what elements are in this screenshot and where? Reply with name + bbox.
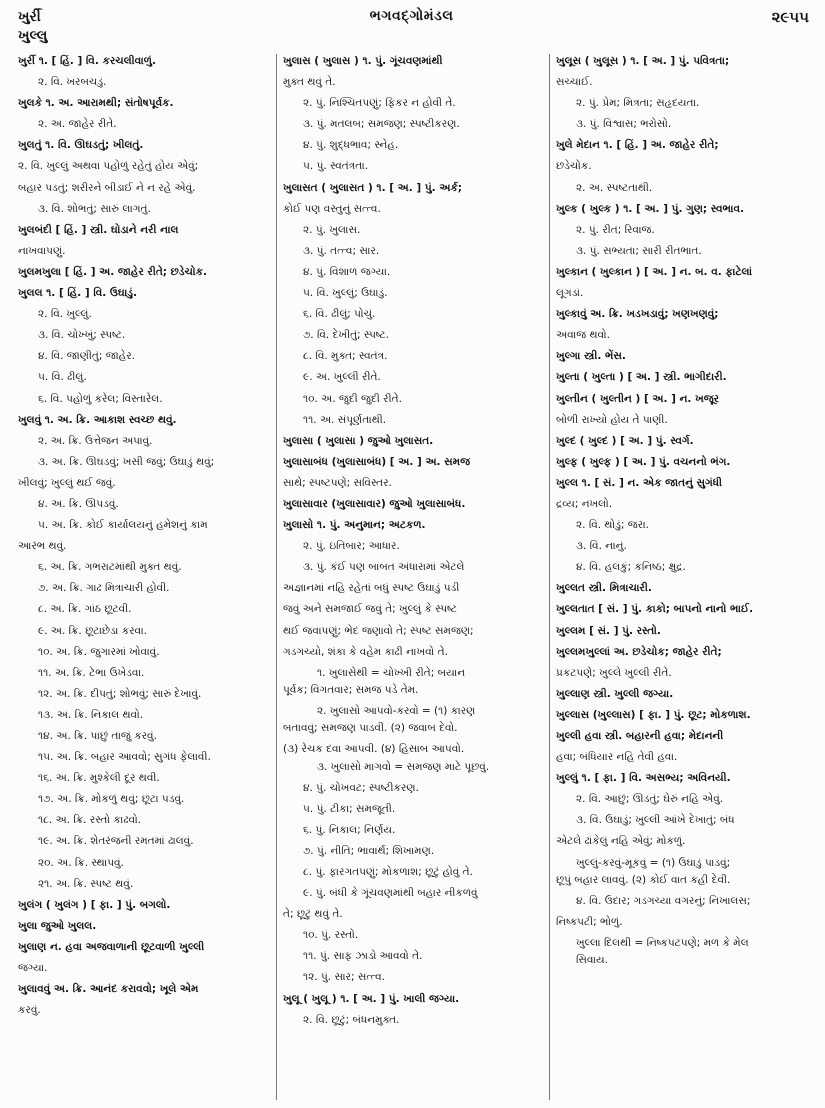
entry-definition-line: ૫. પું. ટીકા; સમજૂતી. [303,802,396,815]
entry-headword-line: ખુલ્લી હવા સ્ત્રી. બહારની હવા; મેદાનની [556,730,724,742]
entry-headword-line: ખુલમખુલા [ હિં. ] અ. જાહેર રીતે; છડેચોક. [18,265,207,278]
entry-definition-line: કરવું. [18,1004,41,1017]
entry-definition-line: બતાવવું; સમજણ પાડવી. (૨) જવાબ દેવો. [283,722,458,735]
entry-definition-line: ૧૨. અ. ક્રિ. દીપતું; શોભવું; સારું દેખાવું. [38,687,202,700]
entry-definition-line: જવું અને સમજાઈ જવું તે; ખુલ્લું કે સ્પષ્ટ [283,603,457,616]
guide-word-first: ખુર્રી [18,9,41,25]
entry-definition-line: લૂગડાં. [556,287,584,300]
entry-definition-line: તે; છૂટું થવું તે. [283,908,343,921]
entry-definition-line: થઈ જવાપણું; ભેદ જણાવો તે; સ્પષ્ટ સમજણ; [283,624,474,637]
entry-headword-line: ખુલાસા ( ખુલાસા ) જુઓ ખુલાસત. [283,434,434,447]
entry-definition-line: ૨૦. અ. ક્રિ. સ્થાપવું. [38,856,124,869]
entry-definition-line: બોળી રાખ્યો હોય તે પાણી. [556,413,668,426]
entry-definition-line: ગડગચ્યો, શંકા કે વહેમ કાઢી નાખવો તે. [283,645,448,658]
entry-headword-line: ખુલ્ક ( ખુલ્ક ) ૧. [ અ. ] પું. ગુણ; સ્વભાવ. [556,202,745,215]
entry-definition-line: ૨. વિ. છૂટું; બંધનમુક્ત. [303,1013,400,1026]
entry-definition-line: ૩. પું. મતલબ; સમજણ; સ્પષ્ટીકરણ. [303,118,460,131]
entry-definition-line: ૬. અ. ક્રિ. ગભરાટમાંથી મુક્ત થવું. [38,561,182,574]
entry-headword-line: ખુલ્કાવું અ. ક્રિ. ખડખડાવું; ખણખણવું; [556,308,719,321]
entry-headword-line: ખુલાણ ન. હવા અજવાળાની છૂટવાળી ખુલ્લી [18,940,205,953]
entry-headword-line: ખુલ્લાણ સ્ત્રી. ખુલ્લી જગ્યા. [556,687,674,700]
entry-definition-line: ૧૦. અ. ક્રિ. જુગારમાં ખોવાવું. [38,645,160,658]
column-1 [12,54,277,1100]
entry-headword-line: ખુલા જુઓ ખુલલ. [18,919,97,932]
entry-definition-line: ૨. વિ. ખુલ્લું અથવા પહોળું રહેતું હોય એવું; [18,160,199,173]
entry-definition-line: પૂર્વક; વિગતવાર; સમજ પડે તેમ. [283,683,419,696]
entry-definition-line: ૧૩. અ. ક્રિ. નિકાલ થવો. [38,708,144,721]
entry-definition-line: ૨. વિ. આછું; ઊડતું; ઘેરું નહિ એવું. [576,793,724,806]
entry-definition-line: હવા; બંધિયાર નહિ તેવી હવા. [556,751,678,764]
entry-definition-line: ૧૨. પું. સાર; સત્ત્વ. [303,971,386,984]
entry-definition-line: ખુલ્લું-કરવું-મૂકવું = (૧) ઉઘાડું પાડવું; [576,856,731,869]
entry-headword-line: ખુલાસત ( ખુલાસત ) ૧. [ અ. ] પું. અર્ક; [283,181,463,194]
column-3 [550,54,816,1100]
entry-definition-line: ૨. પું. નિશ્ચિતપણું; ફિકર ન હોવી તે. [303,97,456,110]
entry-headword-line: ખુલાસાબંધ (ખુલાસાબંધ) [ અ. ] અ. સમજ [283,455,471,468]
entry-definition-line: ૫. અ. ક્રિ. કોઈ કાર્યાલયનું હમેશનું કામ [38,519,208,532]
entry-definition-line: ૫. પું. સ્વતંત્રતા. [303,160,369,173]
entry-definition-line: ૪. પું. શુદ્ધભાવ; સ્નેહ. [303,139,399,152]
entry-definition-line: ૨. અ. ક્રિ. ઉત્તેજન અપાવું. [38,434,153,447]
entry-definition-line: ૬. પું. નિકાલ; નિર્ણય. [303,823,396,836]
entry-headword-line: ખુલ્દ ( ખુલ્દ ) [ અ. ] પું. સ્વર્ગ. [556,434,694,447]
entry-definition-line: નિષ્કપટી; ભોળું. [556,915,623,928]
entry-definition-line: ૮. વિ. મુક્ત; સ્વતંત્ર. [303,350,388,363]
entry-definition-line: ૩. વિ. શોભતું; સારું લાગતું. [38,202,151,215]
entry-definition-line: છૂપું બહાર લાવવું. (૨) કોઈ વાત કહી દેવી. [556,873,731,886]
entry-headword-line: ખુલ્લાસ (ખુલ્લાસ) [ ફા. ] પું. છૂટ; મોકળાશ. [556,708,751,721]
entry-definition-line: ૨. પું. ઇતિબાર; આધાર. [303,540,400,553]
entry-definition-line: ૧૯. અ. ક્રિ. શેતરંજની રમતમાં ઢાલવું. [38,835,194,848]
entry-definition-line: પ્રકટપણે; ખુલ્લે ખુલ્લી રીતે. [556,666,672,679]
entry-headword-line: ખુલંગ ( ખુલંગ ) [ ફા. ] પું. બગલો. [18,898,171,911]
entry-headword-line: ખુલ્લતાત [ સં. ] પું. કાકો; બાપનો નાનો ભાઈ. [556,603,754,616]
entry-definition-line: ૧૫. અ. ક્રિ. બહાર આવવો; સુગંધ ફેલાવી. [38,751,211,764]
column-2 [277,54,550,1100]
entry-headword-line: ખુલલ ૧. [ હિં. ] વિ. ઉઘાડું. [18,287,138,300]
entry-definition-line: અવાજ થવો. [556,329,611,342]
entry-definition-line: ખુલ્લા દિલથી = નિષ્કપટપણે; મળ કે મેલ [576,937,749,950]
entry-definition-line: ૩. વિ. ઉઘાડું; ખુલ્લી આંખે દેખાતું; બંધ [576,814,735,827]
entry-definition-line: દ્રવ્ય; નખલો. [556,497,613,510]
entry-definition-line: ૪. વિ. ઉદાર; ગડગચ્યા વગરનું; નિખાલસ; [576,894,751,907]
entry-headword-line: ખુલ્ફ ( ખુલ્ફ ) [ અ. ] પું. વચનનો ભંગ. [556,455,731,468]
entry-definition-line: ૬. વિ. પહોળું કરેલ; વિસ્તારેલ. [38,392,163,405]
entry-definition-line: સચ્ચાઈ. [556,76,593,89]
entry-definition-line: ૭. વિ. દેખીતું; સ્પષ્ટ. [303,329,389,342]
entry-headword-line: ખુર્રી ૧. [ હિં. ] વિ. કરચલીવાળું. [18,55,156,67]
page-number: ૨૯૫૫ [771,8,809,26]
entry-definition-line: ૨. પું. પ્રેમ; મિત્રતા; સહૃદયતા. [576,97,700,110]
entry-headword-line: ખુલ્લમખુલ્લાં અ. છડેચોક; જાહેર રીતે; [556,645,722,658]
entry-definition-line: ૭. અ. ક્રિ. ગાઢ મિત્રાચારી હોવી. [38,582,170,595]
entry-definition-line: ૩. પું. કંઈ પણ બાબત અંધારામાં એટલે [303,561,465,574]
entry-definition-line: ૧૬. અ. ક્રિ. મુશ્કેલી દૂર થવી. [38,772,160,785]
entry-definition-line: ૨. વિ. થોડું; જરા. [576,519,650,532]
entry-definition-line: નાખવાપણું. [18,244,66,257]
entry-definition-line: ૪. પું. વિશાળ જગ્યા. [303,265,391,278]
entry-definition-line: ૨. ખુલાસો આપવો-કરવો = (૧) કારણ [317,705,476,718]
entry-definition-line: ૩. પું. વિશ્વાસ; ભરોસો. [576,118,672,131]
entry-definition-line: ૩. પું. તત્ત્વ; સાર. [303,244,380,257]
entry-definition-line: ૪. વિ. જાણીતું; જાહેર. [38,350,135,363]
entry-headword-line: ખુલૂસ ( ખુલૂસ ) ૧. [ અ. ] પું. પવિત્રતા; [556,55,730,67]
entry-definition-line: મુક્ત થવું તે. [283,76,336,89]
entry-headword-line: ખુલૂ ( ખુલૂ ) ૧. [ અ. ] પું. ખાલી જગ્યા. [283,992,460,1005]
entry-definition-line: એટલે ઢાંકેલું નહિ એવું; મોકળું. [556,835,686,848]
entry-definition-line: કોઈ પણ વસ્તુનું સત્ત્વ. [283,202,381,215]
entry-definition-line: ૯. અ. ક્રિ. છૂટાછેડા કરવા. [38,624,147,637]
entry-definition-line: ૩. પું. સભ્યતા; સારી રીતભાત. [576,244,702,257]
entry-definition-line: સિવાય. [576,954,608,967]
entry-definition-line: જગ્યા. [18,962,48,975]
entry-headword-line: ખુલ્લત સ્ત્રી. મિત્રાચારી. [556,582,652,595]
entry-definition-line: ૨. પું. ખુલાસ. [303,223,361,236]
entry-definition-line: આરંભ થવું. [18,540,67,553]
entry-headword-line: ખુલબંદી [ હિં. ] સ્ત્રી. ઘોડાને નરી નાલ [18,223,179,236]
entry-headword-line: ખુલ્લ ૧. [ સં. ] ન. એક જાતનું સુગંધી [556,476,723,489]
entry-definition-line: ૯. અ. ખુલ્લી રીતે. [303,371,381,384]
entry-headword-line: ખુલતું ૧. વિ. ઊઘડતું; ખીલતું. [18,139,144,152]
entry-definition-line: ૭. પું. નીતિ; ભાવાર્થ; શિખામણ. [303,844,435,857]
entry-definition-line: ૧. ખુલાસેથી = ચોખ્ખી રીતે; બયાન [317,666,466,679]
entry-definition-line: ૧૧. અ. ક્રિ. ટેભા ઉખેડવા. [38,666,145,679]
entry-definition-line: ૧૮. અ. ક્રિ. રસ્તો કાઢવો. [38,814,142,827]
entry-definition-line: બહાર પડતું; શરીરને બીડાઈ ને ન રહે એવું. [18,181,196,194]
entry-definition-line: ૮. પું. ફારગતપણું; મોકળાશ; છૂટું હોવું તે. [303,865,473,878]
entry-headword-line: ખુલવું ૧. અ. ક્રિ. આકાશ સ્વચ્છ થવું. [18,413,177,426]
entry-definition-line: ૧૦. પું. રસ્તો. [303,929,359,942]
guide-word-last: ખુલ્લુ [18,28,48,44]
entry-definition-line: ૧૧. પું. સાફ ઝાડો આવવો તે. [303,950,423,963]
entry-headword-line: ખુલાવવું અ. ક્રિ. આનંદ કરાવવો; ખૂલે એમ [18,983,199,996]
entry-headword-line: ખુલાસ ( ખુલાસ ) ૧. પું. ગૂંચવણમાંથી [283,55,443,67]
entry-definition-line: ૫. વિ. ખુલ્લું; ઉઘાડું. [303,287,388,300]
entry-definition-line: ૫. વિ. ઢીલું. [38,371,87,384]
entry-definition-line: ૨. વિ. ખરબચડું. [38,76,107,89]
entry-definition-line: છડેચોક. [556,160,592,173]
entry-headword-line: ખુલ્ગા સ્ત્રી. ભેંસ. [556,350,626,363]
entry-columns [12,54,816,1100]
entry-headword-line: ખુલ્લું ૧. [ ફા. ] વિ. અસભ્ય; અવિનયી. [556,772,731,785]
entry-definition-line: ૪. પું. ચોખવટ; સ્પષ્ટીકરણ. [303,781,419,794]
entry-definition-line: ૩. ખુલાસો માગવો = સમજણ માટે પૂછવું. [317,760,490,773]
entry-definition-line: ૪. વિ. હલકું; કનિષ્ઠ; ક્ષુદ્ર. [576,561,686,574]
entry-headword-line: ખુલ્કાન ( ખુલ્કાન ) [ અ. ] ન. બ. વ. ફાટેલાં [556,265,753,278]
entry-definition-line: ૨. વિ. ખુલ્લું. [38,308,92,321]
entry-headword-line: ખુલકે ૧. અ. આરામથી; સંતોષપૂર્વક. [18,97,174,110]
page-header [10,8,813,54]
entry-definition-line: (૩) રેચક દવા આપવી. (૪) હિસાબ આપવો. [283,743,465,756]
entry-definition-line: ૧૭. અ. ક્રિ. મોકળું થવું; છૂટા પડવું. [38,793,185,806]
entry-definition-line: ૩. વિ. નાનું. [576,540,627,553]
entry-definition-line: ૨. અ. જાહેર રીતે. [38,118,117,131]
entry-definition-line: ૩. અ. ક્રિ. ઊઘડવું; ખસી જવું; ઉઘાડું થવું; [38,455,215,468]
entry-headword-line: ખુલ્લમ [ સં. ] પું. રસ્તો. [556,624,661,637]
entry-definition-line: ખીલવું; ખુલ્લું થઈ જવું. [18,476,116,489]
entry-definition-line: ૨. પું. રીત; રિવાજ. [576,223,655,236]
entry-headword-line: ખુલાસો ૧. પું. અનુમાન; અટકળ. [283,519,426,532]
entry-definition-line: ૨૧. અ. ક્રિ. સ્પષ્ટ થવું. [38,877,134,890]
entry-definition-line: ૬. વિ. ઢીલું; પોચું. [303,308,376,321]
entry-definition-line: ૪. અ. ક્રિ. ઊપડવું. [38,497,119,510]
entry-definition-line: ૧૦. અ. જુદી જુદી રીતે. [303,392,402,405]
book-title: ભગવદ્ગોમંડલ [369,8,454,24]
entry-headword-line: ખુલ્તા ( ખુલ્તા ) [ અ. ] સ્ત્રી. ભાગીદારી. [556,371,727,384]
entry-headword-line: ખુલાસાવાર (ખુલાસાવાર) જુઓ ખુલાસાબંધ. [283,497,466,510]
entry-definition-line: ૧૧. અ. સંપૂર્ણતાથી. [303,413,387,426]
entry-definition-line: ૯. પું. બંધી કે ગૂંચવણમાંથી બહાર નીકળવું [303,887,478,900]
entry-definition-line: ૧૪. અ. ક્રિ. પાછું તાજું કરવું. [38,730,157,742]
entry-headword-line: ખુલે મેદાન ૧. [ હિં. ] અ. જાહેર રીતે; [556,139,719,152]
entry-definition-line: ૮. અ. ક્રિ. ગાંઠ છૂટવી. [38,603,132,616]
entry-definition-line: ૨. અ. સ્પષ્ટતાથી. [576,181,653,194]
entry-definition-line: અજ્ઞાનમાં નહિ રહેતાં બધું સ્પષ્ટ ઉઘાડું પડી [283,582,460,595]
entry-definition-line: સાથે; સ્પષ્ટપણે; સવિસ્તર. [283,476,392,489]
entry-definition-line: ૩. વિ. ચોખ્ખું; સ્પષ્ટ. [38,329,126,342]
entry-headword-line: ખુલ્તીન ( ખુલ્તીન ) [ અ. ] ન. ખજૂર [556,392,720,405]
